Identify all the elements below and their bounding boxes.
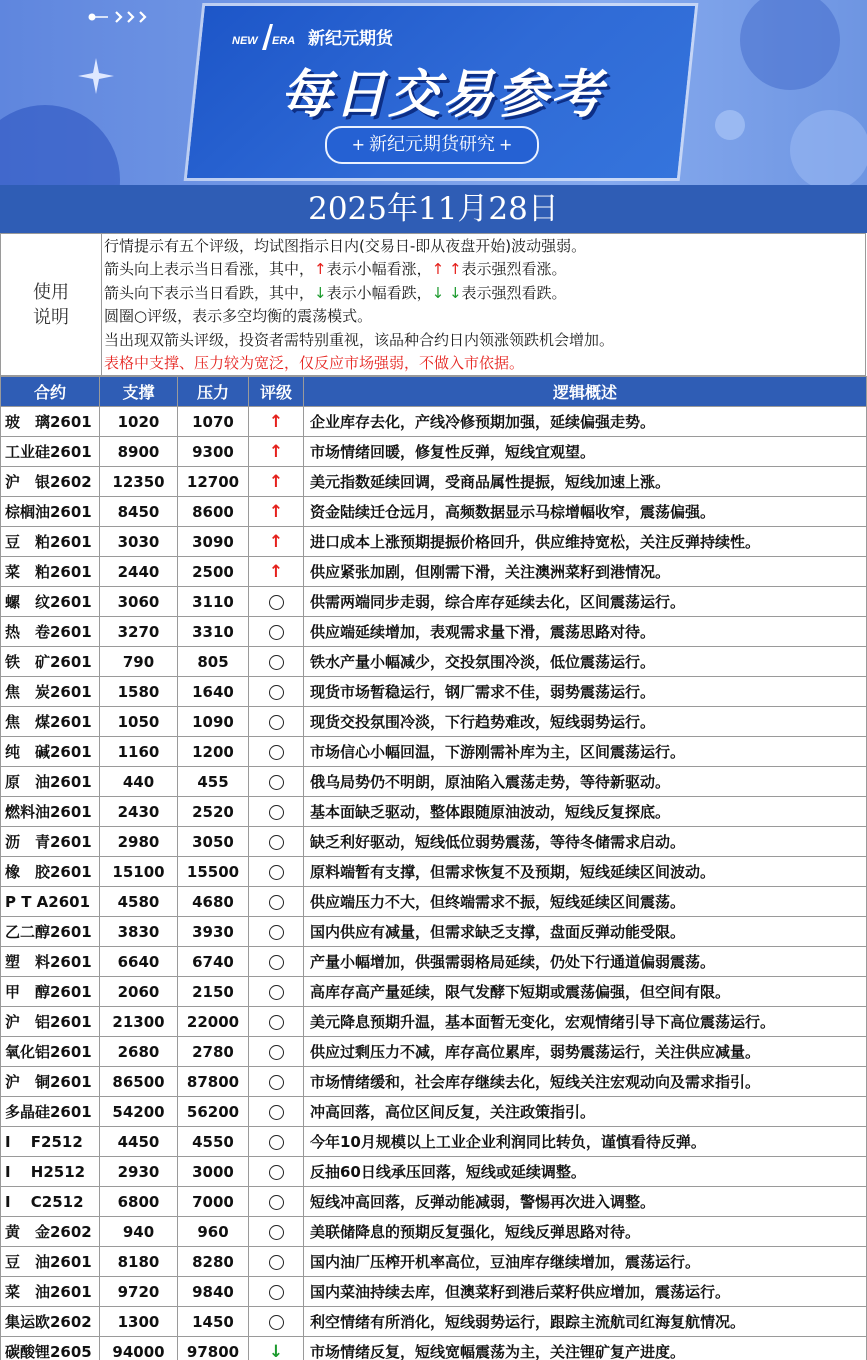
- resistance-cell: 12700: [178, 467, 249, 497]
- rating-cell: [249, 617, 304, 647]
- logic-cell: 基本面缺乏驱动，整体跟随原油波动，短线反复探底。: [304, 797, 867, 827]
- support-cell: 8900: [100, 437, 178, 467]
- arrows-decor-icon: [88, 10, 168, 24]
- contract-cell: I C2512: [1, 1187, 100, 1217]
- contract-cell: 热 卷2601: [1, 617, 100, 647]
- rating-cell: [249, 557, 304, 587]
- usage-line: [104, 282, 614, 305]
- rating-cell: [249, 677, 304, 707]
- rating-cell: [249, 1307, 304, 1337]
- arrow-down-icon: ↓ ↓: [431, 283, 462, 302]
- usage-lines: [104, 235, 614, 375]
- rating-cell: [249, 857, 304, 887]
- table-row: [1, 887, 867, 917]
- resistance-cell: 2500: [178, 557, 249, 587]
- circle-rating-icon: [269, 985, 284, 1000]
- brand-logo: [232, 20, 302, 54]
- circle-rating-icon: [269, 1255, 284, 1270]
- logic-cell: 供需两端同步走弱，综合库存延续去化，区间震荡运行。: [304, 587, 867, 617]
- table-row: [1, 857, 867, 887]
- circle-rating-icon: [269, 805, 284, 820]
- rating-cell: [249, 527, 304, 557]
- table-row: [1, 467, 867, 497]
- usage-line-text: 箭头向下表示当日看跌，其中，: [104, 283, 315, 302]
- table-row: [1, 827, 867, 857]
- circle-rating-icon: [269, 685, 284, 700]
- logic-cell: 缺乏利好驱动，短线低位弱势震荡，等待冬储需求启动。: [304, 827, 867, 857]
- circle-rating-icon: [269, 1285, 284, 1300]
- header-resistance: 压力: [178, 377, 249, 407]
- table-row: [1, 1187, 867, 1217]
- logic-cell: 现货交投氛围冷淡，下行趋势难改，短线弱势运行。: [304, 707, 867, 737]
- logic-cell: 资金陆续迁仓远月，高频数据显示马棕增幅收窄，震荡偏强。: [304, 497, 867, 527]
- contract-cell: 玻 璃2601: [1, 407, 100, 437]
- table-row: [1, 797, 867, 827]
- table-row: [1, 437, 867, 467]
- usage-line: 表格中支撑、压力较为宽泛，仅反应市场强弱，不做入市依据。: [104, 353, 525, 372]
- support-cell: 2680: [100, 1037, 178, 1067]
- date-bar: [0, 185, 867, 233]
- support-cell: 1020: [100, 407, 178, 437]
- contract-cell: 螺 纹2601: [1, 587, 100, 617]
- banner-subtitle-text: 新纪元期货研究: [369, 134, 495, 155]
- logic-cell: 现货市场暂稳运行，钢厂需求不佳，弱势震荡运行。: [304, 677, 867, 707]
- arrow-up-icon: ↑: [268, 561, 284, 582]
- support-cell: 12350: [100, 467, 178, 497]
- contract-cell: 沪 铝2601: [1, 1007, 100, 1037]
- header-contract: 合约: [1, 377, 100, 407]
- contract-cell: 氧化铝2601: [1, 1037, 100, 1067]
- rating-cell: [249, 1157, 304, 1187]
- logic-cell: 俄乌局势仍不明朗，原油陷入震荡走势，等待新驱动。: [304, 767, 867, 797]
- usage-notes: [0, 233, 866, 376]
- circle-rating-icon: [269, 1075, 284, 1090]
- logic-cell: 今年10月规模以上工业企业利润同比转负，谨慎看待反弹。: [304, 1127, 867, 1157]
- contract-cell: 纯 碱2601: [1, 737, 100, 767]
- logic-cell: 原料端暂有支撑，但需求恢复不及预期，短线延续区间波动。: [304, 857, 867, 887]
- logic-cell: 冲高回落，高位区间反复，关注政策指引。: [304, 1097, 867, 1127]
- support-cell: 2060: [100, 977, 178, 1007]
- resistance-cell: 9840: [178, 1277, 249, 1307]
- support-cell: 21300: [100, 1007, 178, 1037]
- resistance-cell: 3090: [178, 527, 249, 557]
- contract-cell: 乙二醇2601: [1, 917, 100, 947]
- resistance-cell: 4550: [178, 1127, 249, 1157]
- contract-cell: 棕榈油2601: [1, 497, 100, 527]
- decor-circle: [0, 105, 120, 185]
- circle-rating-icon: [269, 835, 284, 850]
- logic-cell: 供应端压力不大，但终端需求不振，短线延续区间震荡。: [304, 887, 867, 917]
- contract-cell: 豆 粕2601: [1, 527, 100, 557]
- support-cell: 3270: [100, 617, 178, 647]
- circle-rating-icon: [269, 925, 284, 940]
- rating-cell: [249, 587, 304, 617]
- support-cell: 8180: [100, 1247, 178, 1277]
- support-cell: 940: [100, 1217, 178, 1247]
- logic-cell: 美元指数延续回调，受商品属性提振，短线加速上涨。: [304, 467, 867, 497]
- contract-cell: 橡 胶2601: [1, 857, 100, 887]
- table-row: [1, 587, 867, 617]
- support-cell: 4580: [100, 887, 178, 917]
- support-cell: 54200: [100, 1097, 178, 1127]
- resistance-cell: 9300: [178, 437, 249, 467]
- contract-cell: 菜 油2601: [1, 1277, 100, 1307]
- brand-name: 新纪元期货: [308, 29, 393, 49]
- plus-icon: +: [351, 135, 365, 154]
- table-header-row: [1, 377, 867, 407]
- circle-rating-icon: [269, 715, 284, 730]
- circle-rating-icon: [269, 1225, 284, 1240]
- arrow-down-icon: ↓: [314, 283, 327, 302]
- usage-line-text: 表示强烈看跌。: [461, 283, 567, 302]
- header-rating: 评级: [249, 377, 304, 407]
- svg-text:NEW: NEW: [232, 35, 258, 47]
- support-cell: 3060: [100, 587, 178, 617]
- rating-cell: [249, 1037, 304, 1067]
- table-row: [1, 1217, 867, 1247]
- plus-icon: +: [499, 135, 513, 154]
- circle-rating-icon: [269, 655, 284, 670]
- support-cell: 1300: [100, 1307, 178, 1337]
- resistance-cell: 7000: [178, 1187, 249, 1217]
- contract-cell: 碳酸锂2605: [1, 1337, 100, 1360]
- resistance-cell: 1450: [178, 1307, 249, 1337]
- logic-cell: 国内油厂压榨开机率高位，豆油库存继续增加，震荡运行。: [304, 1247, 867, 1277]
- table-row: [1, 1307, 867, 1337]
- table-row: [1, 677, 867, 707]
- contract-cell: I F2512: [1, 1127, 100, 1157]
- decor-circle: [740, 0, 840, 90]
- contract-cell: 焦 煤2601: [1, 707, 100, 737]
- usage-line: 当出现双箭头评级，投资者需特别重视，该品种合约日内领涨领跌机会增加。: [104, 330, 615, 349]
- logic-cell: 利空情绪有所消化，短线弱势运行，跟踪主流航司红海复航情况。: [304, 1307, 867, 1337]
- logic-cell: 供应紧张加剧，但刚需下滑，关注澳洲菜籽到港情况。: [304, 557, 867, 587]
- table-row: [1, 917, 867, 947]
- usage-line-text: 箭头向上表示当日看涨，其中，: [104, 260, 315, 279]
- logic-cell: 进口成本上涨预期提振价格回升，供应维持宽松，关注反弹持续性。: [304, 527, 867, 557]
- table-row: [1, 947, 867, 977]
- table-row: [1, 647, 867, 677]
- resistance-cell: 3050: [178, 827, 249, 857]
- resistance-cell: 3930: [178, 917, 249, 947]
- resistance-cell: 4680: [178, 887, 249, 917]
- support-cell: 94000: [100, 1337, 178, 1360]
- logic-cell: 短线冲高回落，反弹动能减弱，警惕再次进入调整。: [304, 1187, 867, 1217]
- logic-cell: 市场情绪反复，短线宽幅震荡为主，关注锂矿复产进度。: [304, 1337, 867, 1360]
- circle-rating-icon: [269, 865, 284, 880]
- rating-cell: [249, 1187, 304, 1217]
- circle-rating-icon: [269, 595, 284, 610]
- resistance-cell: 1070: [178, 407, 249, 437]
- rating-cell: [249, 1007, 304, 1037]
- rating-cell: [249, 827, 304, 857]
- usage-line-text: 表示强烈看涨。: [461, 260, 567, 279]
- logic-cell: 铁水产量小幅减少，交投氛围冷淡，低位震荡运行。: [304, 647, 867, 677]
- rating-cell: [249, 707, 304, 737]
- arrow-up-icon: ↑: [268, 441, 284, 462]
- circle-rating-icon: [269, 895, 284, 910]
- resistance-cell: 960: [178, 1217, 249, 1247]
- support-cell: 6640: [100, 947, 178, 977]
- circle-rating-icon: [269, 1105, 284, 1120]
- table-row: [1, 557, 867, 587]
- resistance-cell: 97800: [178, 1337, 249, 1360]
- arrow-up-icon: ↑: [268, 411, 284, 432]
- usage-label-line: 说明: [33, 306, 69, 328]
- support-cell: 86500: [100, 1067, 178, 1097]
- resistance-cell: 8600: [178, 497, 249, 527]
- table-row: [1, 1337, 867, 1360]
- rating-cell: [249, 737, 304, 767]
- rating-cell: [249, 947, 304, 977]
- trading-table: [0, 376, 867, 1360]
- table-row: [1, 977, 867, 1007]
- support-cell: 1050: [100, 707, 178, 737]
- resistance-cell: 15500: [178, 857, 249, 887]
- usage-line: 行情提示有五个评级，均试图指示日内(交易日-即从夜盘开始)波动强弱。: [104, 237, 587, 255]
- rating-cell: [249, 1217, 304, 1247]
- logic-cell: 美元降息预期升温，基本面暂无变化，宏观情绪引导下高位震荡运行。: [304, 1007, 867, 1037]
- support-cell: 1160: [100, 737, 178, 767]
- circle-rating-icon: [269, 1165, 284, 1180]
- rating-cell: [249, 887, 304, 917]
- circle-rating-icon: [269, 955, 284, 970]
- report-date: 2025年11月28日: [308, 191, 559, 227]
- arrow-up-icon: ↑ ↑: [431, 260, 462, 279]
- table-row: [1, 1007, 867, 1037]
- header-logic: 逻辑概述: [304, 377, 867, 407]
- resistance-cell: 1090: [178, 707, 249, 737]
- header-support: 支撑: [100, 377, 178, 407]
- contract-cell: 豆 油2601: [1, 1247, 100, 1277]
- support-cell: 1580: [100, 677, 178, 707]
- contract-cell: 菜 粕2601: [1, 557, 100, 587]
- contract-cell: 沪 铜2601: [1, 1067, 100, 1097]
- contract-cell: 甲 醇2601: [1, 977, 100, 1007]
- rating-cell: [249, 647, 304, 677]
- contract-cell: 燃料油2601: [1, 797, 100, 827]
- resistance-cell: 805: [178, 647, 249, 677]
- svg-text:ERA: ERA: [272, 35, 296, 47]
- rating-cell: [249, 497, 304, 527]
- rating-cell: [249, 977, 304, 1007]
- logic-cell: 供应过剩压力不减，库存高位累库，弱势震荡运行，关注供应减量。: [304, 1037, 867, 1067]
- usage-line-text: 表示小幅看涨，: [326, 260, 432, 279]
- contract-cell: 铁 矿2601: [1, 647, 100, 677]
- resistance-cell: 3000: [178, 1157, 249, 1187]
- resistance-cell: 455: [178, 767, 249, 797]
- resistance-cell: 3310: [178, 617, 249, 647]
- circle-rating-icon: [269, 1135, 284, 1150]
- arrow-down-icon: ↓: [268, 1341, 284, 1360]
- table-row: [1, 1097, 867, 1127]
- logic-cell: 产量小幅增加，供强需弱格局延续，仍处下行通道偏弱震荡。: [304, 947, 867, 977]
- rating-cell: [249, 1337, 304, 1360]
- usage-line-text: 表示小幅看跌，: [326, 283, 432, 302]
- contract-cell: 工业硅2601: [1, 437, 100, 467]
- rating-cell: [249, 917, 304, 947]
- resistance-cell: 22000: [178, 1007, 249, 1037]
- table-row: [1, 1277, 867, 1307]
- decor-circle: [790, 110, 867, 185]
- logic-cell: 美联储降息的预期反复强化，短线反弹思路对待。: [304, 1217, 867, 1247]
- support-cell: 3830: [100, 917, 178, 947]
- usage-label-line: 使用: [33, 281, 69, 303]
- table-row: [1, 767, 867, 797]
- table-row: [1, 1067, 867, 1097]
- logic-cell: 反抽60日线承压回落，短线或延续调整。: [304, 1157, 867, 1187]
- banner-subtitle: [325, 126, 539, 164]
- logic-cell: 市场情绪缓和，社会库存继续去化，短线关注宏观动向及需求指引。: [304, 1067, 867, 1097]
- rating-cell: [249, 407, 304, 437]
- rating-cell: [249, 1277, 304, 1307]
- usage-line: [104, 258, 614, 281]
- contract-cell: 焦 炭2601: [1, 677, 100, 707]
- resistance-cell: 2780: [178, 1037, 249, 1067]
- support-cell: 3030: [100, 527, 178, 557]
- support-cell: 8450: [100, 497, 178, 527]
- table-row: [1, 527, 867, 557]
- banner: [0, 0, 867, 185]
- usage-label: [1, 234, 102, 375]
- arrow-up-icon: ↑: [268, 531, 284, 552]
- contract-cell: 沥 青2601: [1, 827, 100, 857]
- logic-cell: 高库存高产量延续，限气发酵下短期或震荡偏强，但空间有限。: [304, 977, 867, 1007]
- logic-cell: 国内供应有减量，但需求缺乏支撑，盘面反弹动能受限。: [304, 917, 867, 947]
- rating-cell: [249, 467, 304, 497]
- contract-cell: 原 油2601: [1, 767, 100, 797]
- support-cell: 6800: [100, 1187, 178, 1217]
- support-cell: 440: [100, 767, 178, 797]
- resistance-cell: 1200: [178, 737, 249, 767]
- rating-cell: [249, 1097, 304, 1127]
- support-cell: 790: [100, 647, 178, 677]
- resistance-cell: 6740: [178, 947, 249, 977]
- support-cell: 15100: [100, 857, 178, 887]
- circle-rating-icon: [269, 625, 284, 640]
- table-row: [1, 1157, 867, 1187]
- contract-cell: 多晶硅2601: [1, 1097, 100, 1127]
- arrow-up-icon: ↑: [314, 260, 327, 279]
- banner-title: 每日交易参考: [279, 65, 604, 125]
- contract-cell: 集运欧2602: [1, 1307, 100, 1337]
- support-cell: 4450: [100, 1127, 178, 1157]
- circle-rating-icon: [269, 1195, 284, 1210]
- table-body: [1, 407, 867, 1360]
- arrow-up-icon: ↑: [268, 501, 284, 522]
- support-cell: 2430: [100, 797, 178, 827]
- resistance-cell: 56200: [178, 1097, 249, 1127]
- contract-cell: I H2512: [1, 1157, 100, 1187]
- resistance-cell: 87800: [178, 1067, 249, 1097]
- circle-rating-icon: [269, 1315, 284, 1330]
- table-row: [1, 1247, 867, 1277]
- logic-cell: 市场情绪回暖，修复性反弹，短线宜观望。: [304, 437, 867, 467]
- table-row: [1, 1127, 867, 1157]
- circle-rating-icon: [269, 1015, 284, 1030]
- arrow-up-icon: ↑: [268, 471, 284, 492]
- rating-cell: [249, 797, 304, 827]
- rating-cell: [249, 767, 304, 797]
- support-cell: 9720: [100, 1277, 178, 1307]
- contract-cell: 沪 银2602: [1, 467, 100, 497]
- decor-circle: [715, 110, 745, 140]
- resistance-cell: 3110: [178, 587, 249, 617]
- table-row: [1, 707, 867, 737]
- support-cell: 2440: [100, 557, 178, 587]
- logic-cell: 市场信心小幅回温，下游刚需补库为主，区间震荡运行。: [304, 737, 867, 767]
- support-cell: 2980: [100, 827, 178, 857]
- contract-cell: P T A2601: [1, 887, 100, 917]
- logic-cell: 国内菜油持续去库，但澳菜籽到港后菜籽供应增加，震荡运行。: [304, 1277, 867, 1307]
- table-row: [1, 617, 867, 647]
- circle-rating-icon: [269, 1045, 284, 1060]
- rating-cell: [249, 1247, 304, 1277]
- usage-line: 圆圈○评级，表示多空均衡的震荡模式。: [104, 307, 373, 326]
- logic-cell: 企业库存去化，产线冷修预期加强，延续偏强走势。: [304, 407, 867, 437]
- resistance-cell: 2150: [178, 977, 249, 1007]
- rating-cell: [249, 1067, 304, 1097]
- resistance-cell: 8280: [178, 1247, 249, 1277]
- circle-rating-icon: [269, 775, 284, 790]
- table-row: [1, 1037, 867, 1067]
- resistance-cell: 1640: [178, 677, 249, 707]
- contract-cell: 黄 金2602: [1, 1217, 100, 1247]
- circle-rating-icon: [269, 745, 284, 760]
- support-cell: 2930: [100, 1157, 178, 1187]
- resistance-cell: 2520: [178, 797, 249, 827]
- table-row: [1, 497, 867, 527]
- sparkle-icon: [78, 58, 114, 94]
- rating-cell: [249, 1127, 304, 1157]
- contract-cell: 塑 料2601: [1, 947, 100, 977]
- logic-cell: 供应端延续增加，表观需求量下滑，震荡思路对待。: [304, 617, 867, 647]
- table-row: [1, 737, 867, 767]
- rating-cell: [249, 437, 304, 467]
- table-row: [1, 407, 867, 437]
